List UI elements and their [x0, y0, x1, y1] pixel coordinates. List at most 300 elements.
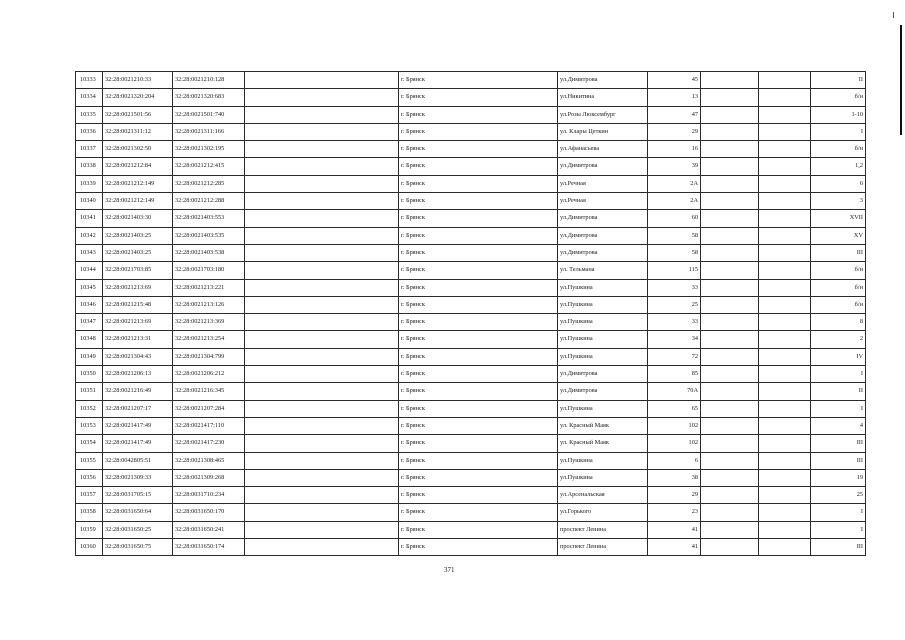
land-cadastral-cell: 32:28:0021320:204 — [103, 89, 173, 106]
house-number-cell: 102 — [648, 417, 701, 434]
object-cadastral-cell: 32:28:0031710:234 — [173, 487, 245, 504]
premises-cell: XV — [811, 227, 866, 244]
page-number: 371 — [444, 566, 455, 574]
row-number-cell: 10353 — [76, 417, 103, 434]
blank-cell — [759, 158, 811, 175]
blank-cell — [759, 141, 811, 158]
blank-cell — [245, 452, 399, 469]
street-cell: ул.Димитрова — [558, 366, 648, 383]
land-cadastral-cell: 32:28:0042805:51 — [103, 452, 173, 469]
row-number-cell: 10346 — [76, 296, 103, 313]
city-cell: г. Брянск — [399, 314, 558, 331]
blank-cell — [701, 106, 759, 123]
blank-cell — [759, 366, 811, 383]
street-cell: ул.Пушкина — [558, 314, 648, 331]
blank-cell — [759, 89, 811, 106]
row-number-cell: 10340 — [76, 193, 103, 210]
city-cell: г. Брянск — [399, 89, 558, 106]
house-number-cell: 60 — [648, 210, 701, 227]
land-cadastral-cell: 32:28:0021213:69 — [103, 314, 173, 331]
row-number-cell: 10344 — [76, 262, 103, 279]
street-cell: ул. Красный Маяк — [558, 417, 648, 434]
premises-cell: б/н — [811, 296, 866, 313]
house-number-cell: 85 — [648, 366, 701, 383]
table-row — [76, 539, 866, 556]
object-cadastral-cell: 32:28:0021308:465 — [173, 452, 245, 469]
house-number-cell: 58 — [648, 244, 701, 261]
blank-cell — [701, 383, 759, 400]
row-number-cell: 10338 — [76, 158, 103, 175]
city-cell: г. Брянск — [399, 504, 558, 521]
blank-cell — [759, 123, 811, 140]
city-cell: г. Брянск — [399, 175, 558, 192]
street-cell: ул.Речная — [558, 175, 648, 192]
street-cell: ул.Димитрова — [558, 383, 648, 400]
row-number-cell: 10339 — [76, 175, 103, 192]
blank-cell — [701, 193, 759, 210]
house-number-cell: 70А — [648, 383, 701, 400]
house-number-cell: 23 — [648, 504, 701, 521]
table-row — [76, 417, 866, 434]
table-row — [76, 296, 866, 313]
blank-cell — [759, 279, 811, 296]
table-row — [76, 504, 866, 521]
city-cell: г. Брянск — [399, 296, 558, 313]
premises-cell: IV — [811, 348, 866, 365]
blank-cell — [701, 210, 759, 227]
premises-cell: I — [811, 504, 866, 521]
blank-cell — [245, 504, 399, 521]
object-cadastral-cell: 32:28:0021213:126 — [173, 296, 245, 313]
object-cadastral-cell: 32:28:0021213:254 — [173, 331, 245, 348]
street-cell: ул.Розы Люксембург — [558, 106, 648, 123]
blank-cell — [245, 158, 399, 175]
land-cadastral-cell: 32:28:0021703:85 — [103, 262, 173, 279]
table-row — [76, 123, 866, 140]
house-number-cell: 41 — [648, 521, 701, 538]
premises-cell: б/н — [811, 279, 866, 296]
street-cell: ул.Димитрова — [558, 158, 648, 175]
premises-cell: III — [811, 435, 866, 452]
property-register-table — [75, 71, 866, 556]
blank-cell — [759, 244, 811, 261]
table-row — [76, 89, 866, 106]
premises-cell: III — [811, 539, 866, 556]
premises-cell: XVII — [811, 210, 866, 227]
premises-cell: 25 — [811, 487, 866, 504]
premises-cell: б/н — [811, 262, 866, 279]
street-cell: ул.Пушкина — [558, 469, 648, 486]
blank-cell — [701, 504, 759, 521]
row-number-cell: 10351 — [76, 383, 103, 400]
object-cadastral-cell: 32:28:0021320:683 — [173, 89, 245, 106]
object-cadastral-cell: 32:28:0021216:345 — [173, 383, 245, 400]
land-cadastral-cell: 32:28:0021311:12 — [103, 123, 173, 140]
blank-cell — [701, 487, 759, 504]
premises-cell: 3 — [811, 193, 866, 210]
city-cell: г. Брянск — [399, 435, 558, 452]
street-cell: ул.Пушкина — [558, 452, 648, 469]
object-cadastral-cell: 32:28:0021304:799 — [173, 348, 245, 365]
blank-cell — [245, 210, 399, 227]
street-cell: ул.Пушкина — [558, 348, 648, 365]
street-cell: ул.Димитрова — [558, 72, 648, 89]
row-number-cell: 10356 — [76, 469, 103, 486]
street-cell: проспект Ленина — [558, 539, 648, 556]
city-cell: г. Брянск — [399, 158, 558, 175]
row-number-cell: 10355 — [76, 452, 103, 469]
blank-cell — [759, 262, 811, 279]
row-number-cell: 10335 — [76, 106, 103, 123]
table-row — [76, 400, 866, 417]
premises-cell: 6 — [811, 175, 866, 192]
blank-cell — [701, 262, 759, 279]
premises-cell: 1-10 — [811, 106, 866, 123]
city-cell: г. Брянск — [399, 452, 558, 469]
city-cell: г. Брянск — [399, 193, 558, 210]
land-cadastral-cell: 32:28:0031650:25 — [103, 521, 173, 538]
blank-cell — [245, 539, 399, 556]
row-number-cell: 10343 — [76, 244, 103, 261]
row-number-cell: 10360 — [76, 539, 103, 556]
blank-cell — [759, 296, 811, 313]
blank-cell — [759, 193, 811, 210]
table-row — [76, 521, 866, 538]
street-cell: ул.Димитрова — [558, 210, 648, 227]
house-number-cell: 65 — [648, 400, 701, 417]
house-number-cell: 72 — [648, 348, 701, 365]
street-cell: ул.Пушкина — [558, 331, 648, 348]
house-number-cell: 39 — [648, 158, 701, 175]
land-cadastral-cell: 32:28:0021309:33 — [103, 469, 173, 486]
blank-cell — [701, 89, 759, 106]
city-cell: г. Брянск — [399, 521, 558, 538]
land-cadastral-cell: 32:28:0031650:64 — [103, 504, 173, 521]
city-cell: г. Брянск — [399, 487, 558, 504]
blank-cell — [759, 400, 811, 417]
blank-cell — [759, 383, 811, 400]
object-cadastral-cell: 32:28:0021417:110 — [173, 417, 245, 434]
table-row — [76, 383, 866, 400]
blank-cell — [759, 504, 811, 521]
blank-cell — [245, 348, 399, 365]
house-number-cell: 29 — [648, 123, 701, 140]
blank-cell — [245, 175, 399, 192]
blank-cell — [701, 175, 759, 192]
blank-cell — [245, 435, 399, 452]
street-cell: ул.Арсенальская — [558, 487, 648, 504]
object-cadastral-cell: 32:28:0021207:284 — [173, 400, 245, 417]
city-cell: г. Брянск — [399, 227, 558, 244]
blank-cell — [245, 314, 399, 331]
house-number-cell: 6 — [648, 452, 701, 469]
object-cadastral-cell: 32:28:0021403:535 — [173, 227, 245, 244]
city-cell: г. Брянск — [399, 417, 558, 434]
row-number-cell: 10352 — [76, 400, 103, 417]
street-cell: ул.Пушкина — [558, 400, 648, 417]
table-row — [76, 331, 866, 348]
street-cell: ул. Красный Маяк — [558, 435, 648, 452]
house-number-cell: 25 — [648, 296, 701, 313]
city-cell: г. Брянск — [399, 72, 558, 89]
city-cell: г. Брянск — [399, 383, 558, 400]
premises-cell: б/н — [811, 141, 866, 158]
object-cadastral-cell: 32:28:0021403:553 — [173, 210, 245, 227]
city-cell: г. Брянск — [399, 469, 558, 486]
row-number-cell: 10334 — [76, 89, 103, 106]
city-cell: г. Брянск — [399, 279, 558, 296]
blank-cell — [245, 366, 399, 383]
blank-cell — [245, 262, 399, 279]
land-cadastral-cell: 32:28:0021210:33 — [103, 72, 173, 89]
land-cadastral-cell: 32:28:0031705:15 — [103, 487, 173, 504]
house-number-cell: 16 — [648, 141, 701, 158]
premises-cell: 8 — [811, 314, 866, 331]
land-cadastral-cell: 32:28:0021501:56 — [103, 106, 173, 123]
house-number-cell: 115 — [648, 262, 701, 279]
blank-cell — [701, 400, 759, 417]
row-number-cell: 10354 — [76, 435, 103, 452]
table-row — [76, 158, 866, 175]
premises-cell: б/н — [811, 89, 866, 106]
city-cell: г. Брянск — [399, 210, 558, 227]
table-row — [76, 435, 866, 452]
house-number-cell: 2А — [648, 175, 701, 192]
table-row — [76, 227, 866, 244]
blank-cell — [701, 158, 759, 175]
table-row — [76, 262, 866, 279]
blank-cell — [701, 539, 759, 556]
row-number-cell: 10348 — [76, 331, 103, 348]
object-cadastral-cell: 32:28:0031650:241 — [173, 521, 245, 538]
row-number-cell: 10359 — [76, 521, 103, 538]
blank-cell — [701, 469, 759, 486]
city-cell: г. Брянск — [399, 106, 558, 123]
object-cadastral-cell: 32:28:0021403:538 — [173, 244, 245, 261]
premises-cell: 1,2 — [811, 158, 866, 175]
street-cell: ул.Димитрова — [558, 244, 648, 261]
object-cadastral-cell: 32:28:0021212:415 — [173, 158, 245, 175]
table-row — [76, 469, 866, 486]
blank-cell — [759, 539, 811, 556]
blank-cell — [701, 521, 759, 538]
street-cell: ул.Речная — [558, 193, 648, 210]
blank-cell — [759, 175, 811, 192]
object-cadastral-cell: 32:28:0021703:180 — [173, 262, 245, 279]
row-number-cell: 10345 — [76, 279, 103, 296]
blank-cell — [245, 106, 399, 123]
blank-cell — [701, 366, 759, 383]
house-number-cell: 34 — [648, 331, 701, 348]
blank-cell — [701, 141, 759, 158]
blank-cell — [245, 193, 399, 210]
land-cadastral-cell: 32:28:0021403:25 — [103, 227, 173, 244]
blank-cell — [245, 521, 399, 538]
blank-cell — [759, 521, 811, 538]
blank-cell — [245, 244, 399, 261]
premises-cell: III — [811, 244, 866, 261]
row-number-cell: 10347 — [76, 314, 103, 331]
table-body — [76, 72, 866, 556]
blank-cell — [245, 141, 399, 158]
land-cadastral-cell: 32:28:0031650:75 — [103, 539, 173, 556]
house-number-cell: 33 — [648, 314, 701, 331]
blank-cell — [245, 72, 399, 89]
premises-cell: II — [811, 383, 866, 400]
blank-cell — [701, 227, 759, 244]
street-cell: ул. Тельмана — [558, 262, 648, 279]
blank-cell — [759, 487, 811, 504]
street-cell: ул.Афанасьева — [558, 141, 648, 158]
row-number-cell: 10350 — [76, 366, 103, 383]
land-cadastral-cell: 32:28:0021212:149 — [103, 193, 173, 210]
scan-margin-tick — [893, 12, 894, 18]
row-number-cell: 10357 — [76, 487, 103, 504]
land-cadastral-cell: 32:28:0021304:43 — [103, 348, 173, 365]
land-cadastral-cell: 32:28:0021417:49 — [103, 417, 173, 434]
land-cadastral-cell: 32:28:0021403:30 — [103, 210, 173, 227]
city-cell: г. Брянск — [399, 400, 558, 417]
city-cell: г. Брянск — [399, 348, 558, 365]
street-cell: ул.Пушкина — [558, 279, 648, 296]
blank-cell — [701, 348, 759, 365]
object-cadastral-cell: 32:28:0021213:221 — [173, 279, 245, 296]
object-cadastral-cell: 32:28:0021309:268 — [173, 469, 245, 486]
premises-cell: 4 — [811, 417, 866, 434]
house-number-cell: 29 — [648, 487, 701, 504]
premises-cell: I — [811, 521, 866, 538]
table-row — [76, 193, 866, 210]
row-number-cell: 10358 — [76, 504, 103, 521]
premises-cell: I — [811, 123, 866, 140]
land-cadastral-cell: 32:28:0021302:50 — [103, 141, 173, 158]
house-number-cell: 45 — [648, 72, 701, 89]
object-cadastral-cell: 32:28:0031650:170 — [173, 504, 245, 521]
street-cell: ул.Горького — [558, 504, 648, 521]
object-cadastral-cell: 32:28:0021501:740 — [173, 106, 245, 123]
premises-cell: 2 — [811, 331, 866, 348]
land-cadastral-cell: 32:28:0021417:49 — [103, 435, 173, 452]
premises-cell: 19 — [811, 469, 866, 486]
city-cell: г. Брянск — [399, 244, 558, 261]
land-cadastral-cell: 32:28:0021206:13 — [103, 366, 173, 383]
blank-cell — [759, 348, 811, 365]
blank-cell — [759, 210, 811, 227]
street-cell: ул.Димитрова — [558, 227, 648, 244]
land-cadastral-cell: 32:28:0021212:149 — [103, 175, 173, 192]
blank-cell — [759, 106, 811, 123]
land-cadastral-cell: 32:28:0021207:17 — [103, 400, 173, 417]
city-cell: г. Брянск — [399, 366, 558, 383]
blank-cell — [759, 452, 811, 469]
blank-cell — [245, 279, 399, 296]
blank-cell — [759, 417, 811, 434]
blank-cell — [701, 417, 759, 434]
street-cell: проспект Ленина — [558, 521, 648, 538]
table-row — [76, 487, 866, 504]
blank-cell — [701, 296, 759, 313]
object-cadastral-cell: 32:28:0021417:230 — [173, 435, 245, 452]
house-number-cell: 13 — [648, 89, 701, 106]
land-cadastral-cell: 32:28:0021215:48 — [103, 296, 173, 313]
street-cell: ул. Клары Цеткин — [558, 123, 648, 140]
land-cadastral-cell: 32:28:0021213:31 — [103, 331, 173, 348]
premises-cell: I — [811, 366, 866, 383]
blank-cell — [701, 314, 759, 331]
blank-cell — [245, 383, 399, 400]
blank-cell — [245, 469, 399, 486]
blank-cell — [245, 487, 399, 504]
object-cadastral-cell: 32:28:0021212:285 — [173, 175, 245, 192]
table-row — [76, 366, 866, 383]
land-cadastral-cell: 32:28:0021213:69 — [103, 279, 173, 296]
blank-cell — [759, 331, 811, 348]
premises-cell: II — [811, 72, 866, 89]
blank-cell — [245, 89, 399, 106]
blank-cell — [245, 123, 399, 140]
house-number-cell: 47 — [648, 106, 701, 123]
row-number-cell: 10333 — [76, 72, 103, 89]
blank-cell — [701, 72, 759, 89]
row-number-cell: 10342 — [76, 227, 103, 244]
table-row — [76, 210, 866, 227]
object-cadastral-cell: 32:28:0021311:166 — [173, 123, 245, 140]
city-cell: г. Брянск — [399, 539, 558, 556]
blank-cell — [701, 331, 759, 348]
object-cadastral-cell: 32:28:0021302:195 — [173, 141, 245, 158]
city-cell: г. Брянск — [399, 123, 558, 140]
blank-cell — [245, 227, 399, 244]
table-row — [76, 141, 866, 158]
blank-cell — [701, 279, 759, 296]
city-cell: г. Брянск — [399, 262, 558, 279]
table-row — [76, 279, 866, 296]
blank-cell — [245, 400, 399, 417]
row-number-cell: 10349 — [76, 348, 103, 365]
house-number-cell: 33 — [648, 279, 701, 296]
house-number-cell: 2А — [648, 193, 701, 210]
object-cadastral-cell: 32:28:0021212:288 — [173, 193, 245, 210]
row-number-cell: 10337 — [76, 141, 103, 158]
row-number-cell: 10341 — [76, 210, 103, 227]
scan-margin-mark — [900, 25, 902, 135]
premises-cell: I — [811, 400, 866, 417]
table-row — [76, 72, 866, 89]
blank-cell — [245, 296, 399, 313]
land-cadastral-cell: 32:28:0021212:84 — [103, 158, 173, 175]
land-cadastral-cell: 32:28:0021216:49 — [103, 383, 173, 400]
table-row — [76, 314, 866, 331]
street-cell: ул.Никитина — [558, 89, 648, 106]
house-number-cell: 58 — [648, 227, 701, 244]
row-number-cell: 10336 — [76, 123, 103, 140]
house-number-cell: 41 — [648, 539, 701, 556]
house-number-cell: 38 — [648, 469, 701, 486]
table-row — [76, 106, 866, 123]
table-row — [76, 348, 866, 365]
object-cadastral-cell: 32:28:0021210:128 — [173, 72, 245, 89]
blank-cell — [759, 227, 811, 244]
blank-cell — [701, 244, 759, 261]
blank-cell — [701, 435, 759, 452]
table-row — [76, 244, 866, 261]
object-cadastral-cell: 32:28:0021213:369 — [173, 314, 245, 331]
blank-cell — [245, 331, 399, 348]
blank-cell — [759, 435, 811, 452]
table-row — [76, 452, 866, 469]
blank-cell — [701, 123, 759, 140]
object-cadastral-cell: 32:28:0031650:174 — [173, 539, 245, 556]
